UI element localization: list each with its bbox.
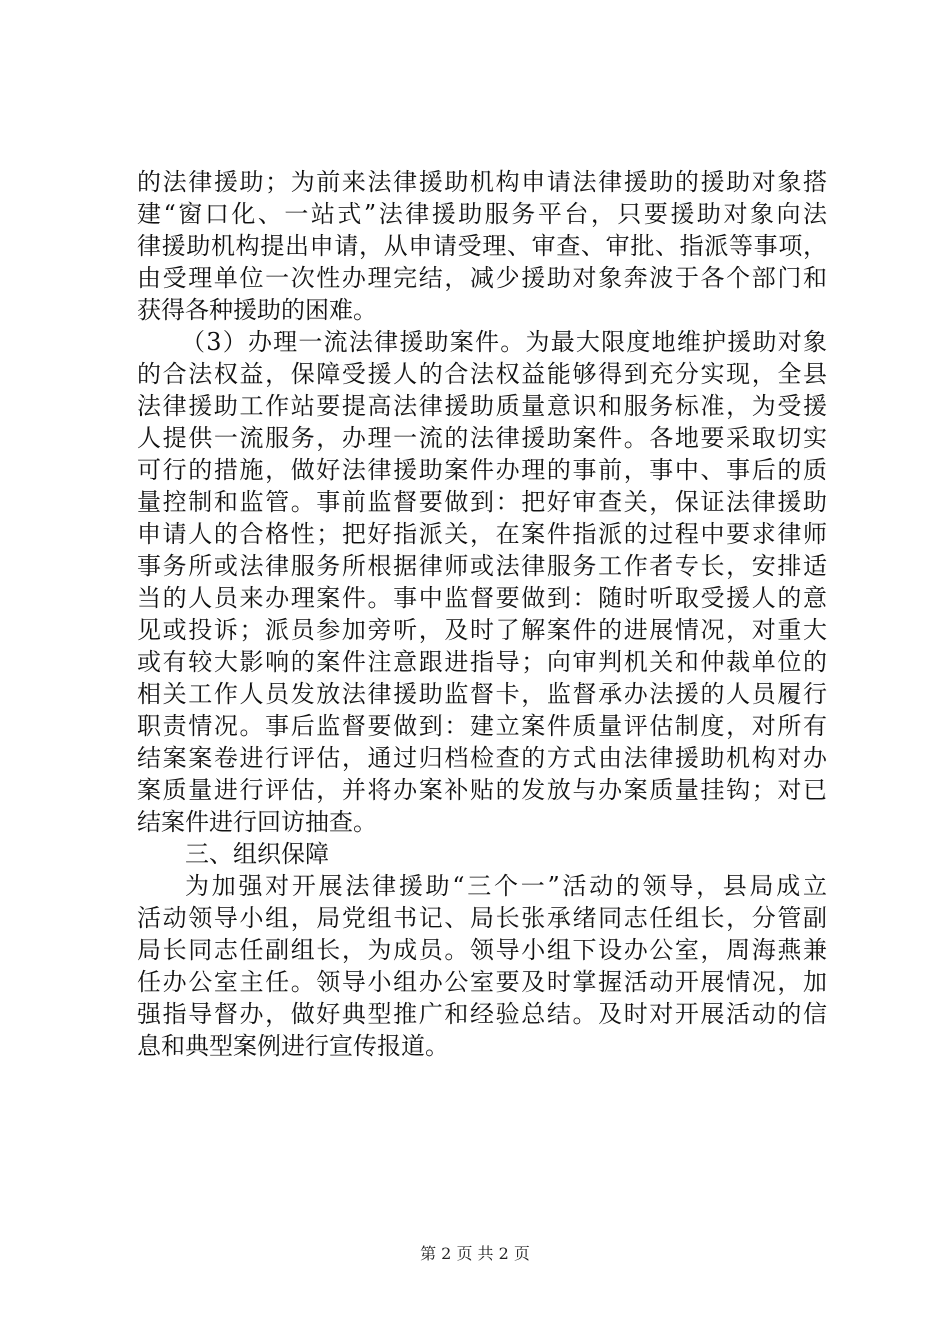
text-line: 任办公室主任。领导小组办公室要及时掌握活动开展情况，加 <box>137 968 827 996</box>
text-line: 人提供一流服务，办理一流的法律援助案件。各地要采取切实 <box>137 424 827 452</box>
text-line: 息和典型案例进行宣传报道。 <box>137 1032 449 1060</box>
text-line: 强指导督办，做好典型推广和经验总结。及时对开展活动的信 <box>137 1000 827 1028</box>
text-line: （3）办理一流法律援助案件。为最大限度地维护援助对象 <box>181 328 827 356</box>
text-line: 事务所或法律服务所根据律师或法律服务工作者专长，安排适 <box>137 552 827 580</box>
section-heading <box>137 838 827 870</box>
paragraph-2 <box>137 326 827 838</box>
text-line: 或有较大影响的案件注意跟进指导；向审判机关和仲裁单位的 <box>137 648 827 676</box>
text-line: 的合法权益，保障受援人的合法权益能够得到充分实现，全县 <box>137 360 827 388</box>
text-line: 案质量进行评估，并将办案补贴的发放与办案质量挂钩；对已 <box>137 776 827 804</box>
text-line: 相关工作人员发放法律援助监督卡，监督承办法援的人员履行 <box>137 680 827 708</box>
text-line: 当的人员来办理案件。事中监督要做到：随时听取受援人的意 <box>137 584 827 612</box>
text-line: 职责情况。事后监督要做到：建立案件质量评估制度，对所有 <box>137 712 827 740</box>
text-line: 见或投诉；派员参加旁听，及时了解案件的进展情况，对重大 <box>137 616 827 644</box>
paragraph-1 <box>137 166 827 326</box>
text-line: 律援助机构提出申请，从申请受理、审查、审批、指派等事项， <box>137 232 827 260</box>
page-number: 第 2 页 共 2 页 <box>420 1244 530 1263</box>
text-line: 结案案卷进行评估，通过归档检查的方式由法律援助机构对办 <box>137 744 827 772</box>
document-body <box>137 166 827 1062</box>
paragraph-3 <box>137 870 827 1062</box>
text-line: 可行的措施，做好法律援助案件办理的事前，事中、事后的质 <box>137 456 827 484</box>
text-line: 的法律援助；为前来法律援助机构申请法律援助的援助对象搭 <box>137 168 827 196</box>
text-line: 由受理单位一次性办理完结，减少援助对象奔波于各个部门和 <box>137 264 827 292</box>
text-line: 活动领导小组，局党组书记、局长张承绪同志任组长，分管副 <box>137 904 827 932</box>
text-line: 为加强对开展法律援助“三个一”活动的领导，县局成立 <box>185 872 827 900</box>
text-line: 申请人的合格性；把好指派关，在案件指派的过程中要求律师 <box>137 520 827 548</box>
section-heading-text: 三、组织保障 <box>185 840 329 868</box>
text-line: 结案件进行回访抽查。 <box>137 808 377 836</box>
page-footer <box>0 1244 950 1264</box>
text-line: 局长同志任副组长，为成员。领导小组下设办公室，周海燕兼 <box>137 936 827 964</box>
text-line: 建“窗口化、一站式”法律援助服务平台，只要援助对象向法 <box>137 200 827 228</box>
text-line: 量控制和监管。事前监督要做到：把好审查关，保证法律援助 <box>137 488 827 516</box>
text-line: 获得各种援助的困难。 <box>137 296 377 324</box>
text-line: 法律援助工作站要提高法律援助质量意识和服务标准，为受援 <box>137 392 827 420</box>
